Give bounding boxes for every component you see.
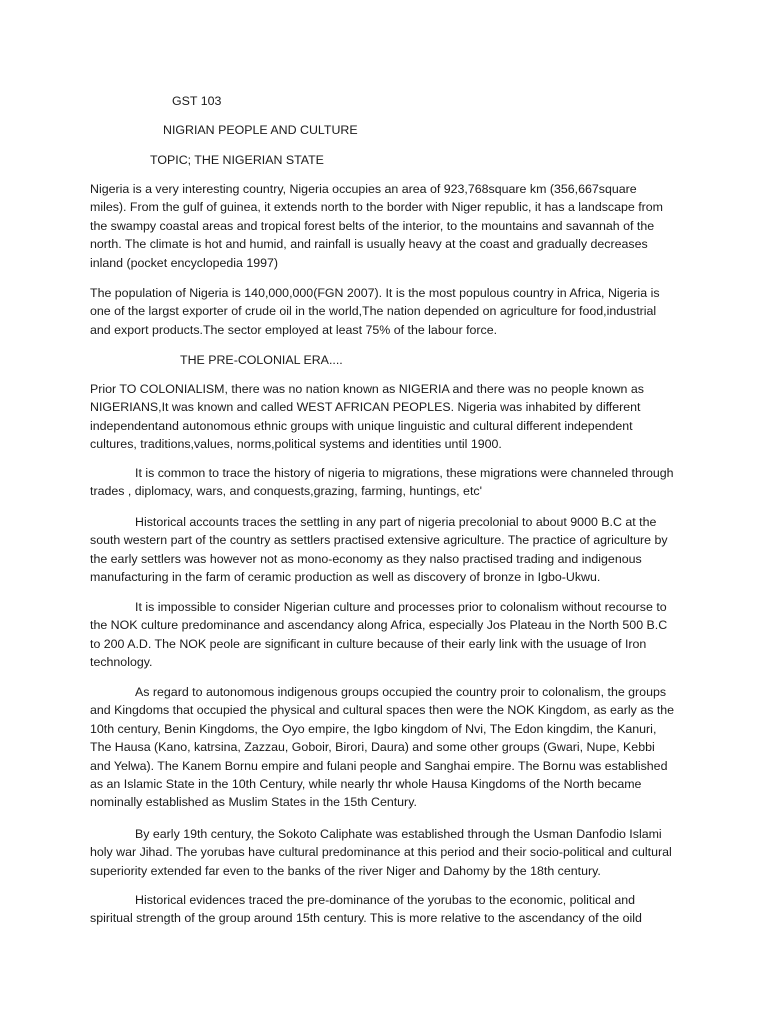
- paragraph-migrations: It is common to trace the history of nigeria to migrations, these migrations were channeled through trades , diplomacy, wars, and conquests,grazing, farming, huntings, etc': [90, 466, 674, 499]
- paragraph-intro: Nigeria is a very interesting country, Nigeria occupies an area of 923,768square km (356,667square miles). From the gulf of guinea, it extends north to the border with Niger republic, it has a landscape from the swampy coastal areas and tropical forest belts of the interior, to the mountains and savannah of the north. The climate is hot and humid, and rainfall is usually heavy at the coast and gradually decreases inland (pocket encyclopedia 1997): [90, 182, 664, 270]
- course-title: NIGRIAN PEOPLE AND CULTURE: [163, 123, 358, 137]
- paragraph-colonialism: Prior TO COLONIALISM, there was no nation known as NIGERIA and there was no people known as NIGERIANS,It was known and called WEST AFRICAN PEOPLES. Nigeria was inhabited by different independentand autonomous ethnic groups with unique linguistic and cultural different independent cultures, traditions,values, norms,political systems and identities until 1900.: [90, 382, 644, 452]
- course-code: GST 103: [172, 94, 222, 108]
- section-heading-precolonial: THE PRE-COLONIAL ERA....: [180, 353, 343, 367]
- paragraph-yorubas: Historical evidences traced the pre-dominance of the yorubas to the economic, political and spiritual strength of the group around 15th century. This is more relative to the ascendancy of the oild: [90, 893, 642, 926]
- paragraph-sokoto: By early 19th century, the Sokoto Caliphate was established through the Usman Danfodio Islami holy war Jihad. The yorubas have cultural predominance at this period and their socio-political and cultural superiority extended far even to the banks of the river Niger and Dahomy by the 18th century.: [90, 827, 672, 878]
- paragraph-settling: Historical accounts traces the settling in any part of nigeria precolonial to about 9000 B.C at the south western part of the country as settlers practised extensive agriculture. The practice of agriculture by the early settlers was however not as mono-economy as they nalso practised trading and indigenous manufacturing in the farm of ceramic production as well as discovery of bronze in Igbo-Ukwu.: [90, 515, 668, 585]
- topic-heading: TOPIC; THE NIGERIAN STATE: [150, 153, 324, 167]
- paragraph-nok: It is impossible to consider Nigerian culture and processes prior to colonalism without recourse to the NOK culture predominance and ascendancy along Africa, especially Jos Plateau in the North 500 B.C to 200 A.D. The NOK peole are significant in culture because of their early link with the usuage of Iron technology.: [90, 600, 668, 670]
- paragraph-population: The population of Nigeria is 140,000,000(FGN 2007). It is the most populous country in Africa, Nigeria is one of the largst exporter of crude oil in the world,The nation depended on agriculture for food,industrial and export products.The sector employed at least 75% of the labour force.: [90, 286, 660, 337]
- paragraph-kingdoms: As regard to autonomous indigenous groups occupied the country proir to colonalism, the groups and Kingdoms that occupied the physical and cultural spaces then were the NOK Kingdom, as early as the 10th century, Benin Kingdoms, the Oyo empire, the Igbo kingdom of Nvi, The Edon kingdim, the Kanuri, The Hausa (Kano, katrsina, Zazzau, Goboir, Birori, Daura) and some other groups (Gwari, Nupe, Kebbi and Yelwa). The Kanem Bornu empire and fulani people and Sanghai empire. The Bornu was established as an Islamic State in the 10th Century, while nearly thr whole Hausa Kingdoms of the North became nominally established as Muslim States in the 15th Century.: [90, 685, 675, 810]
